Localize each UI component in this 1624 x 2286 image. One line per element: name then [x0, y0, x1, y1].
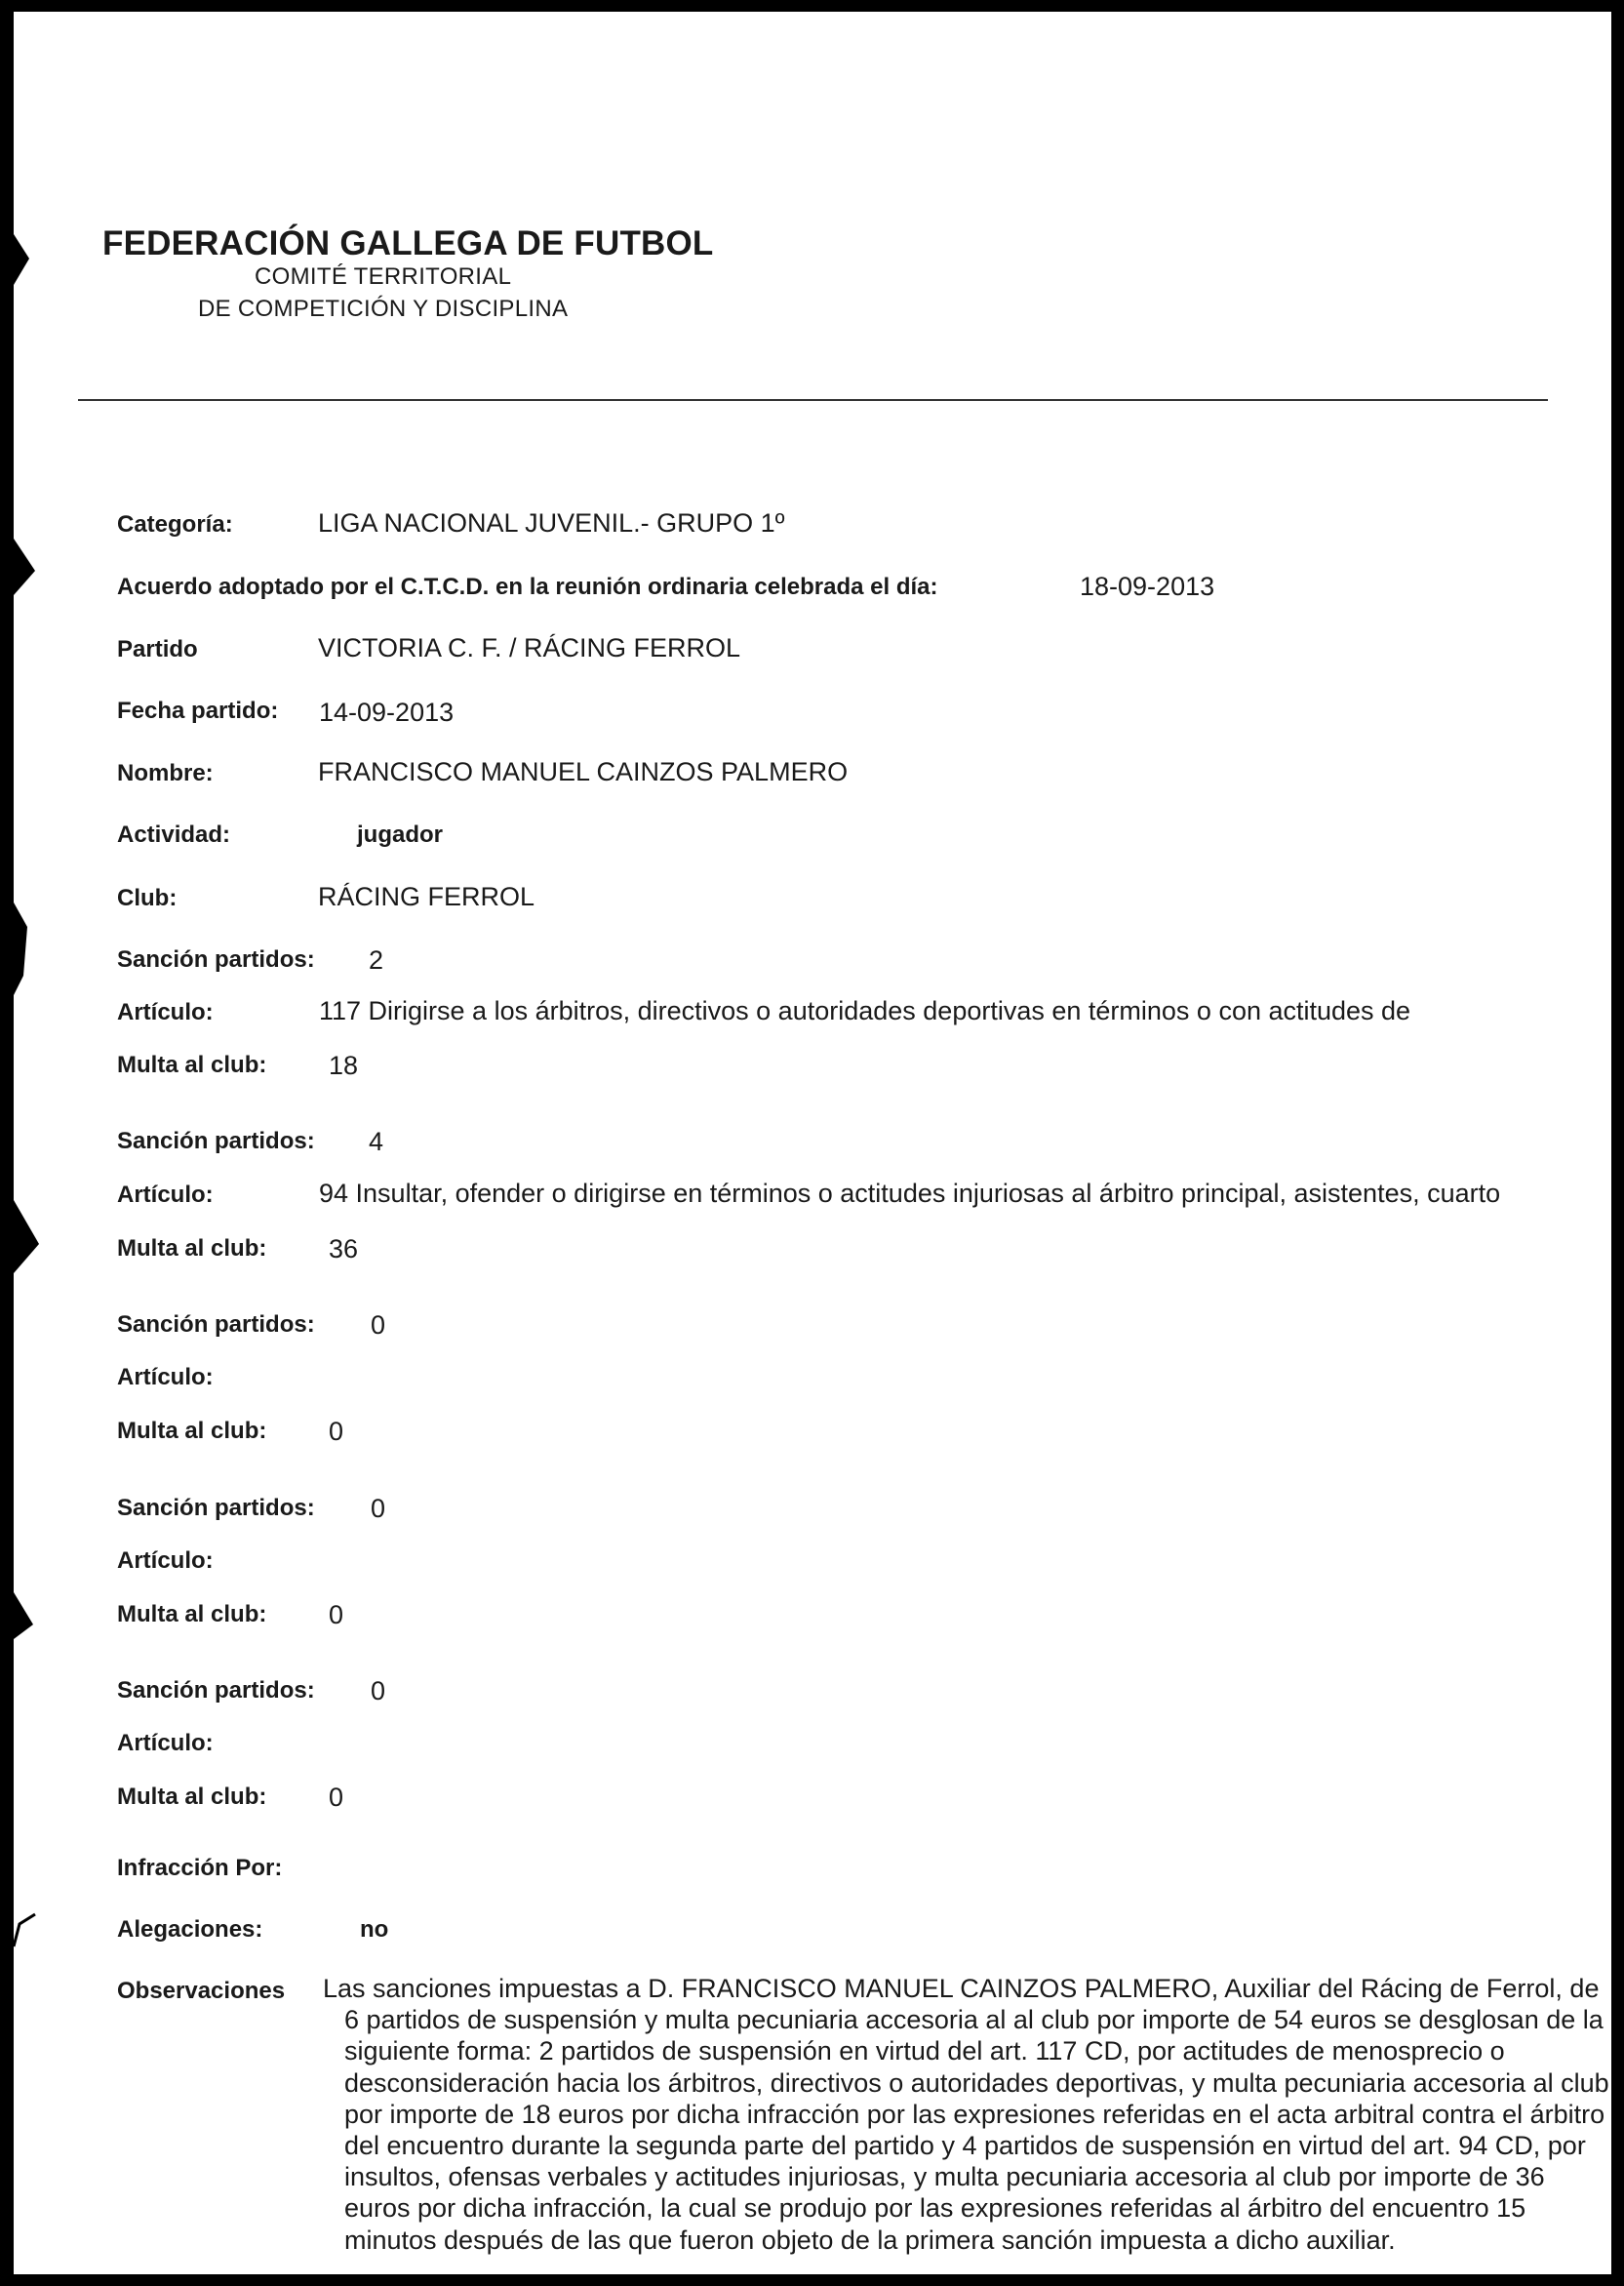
categoria-value: LIGA NACIONAL JUVENIL.- GRUPO 1º — [318, 508, 785, 538]
header-divider — [78, 399, 1548, 401]
sancion-label: Sanción partidos: — [117, 946, 315, 973]
articulo-value: 94 Insultar, ofender o dirigirse en términos o actitudes injuriosas al árbitro principal, asistentes, cuarto — [319, 1179, 1501, 1208]
multa-label: Multa al club: — [117, 1052, 267, 1078]
federation-title: FEDERACIÓN GALLEGA DE FUTBOL — [102, 224, 714, 262]
multa-value: 0 — [329, 1417, 344, 1446]
edge-mark-icon — [0, 224, 29, 293]
multa-label: Multa al club: — [117, 1235, 267, 1262]
nombre-value: FRANCISCO MANUEL CAINZOS PALMERO — [318, 757, 849, 786]
fecha-partido-label: Fecha partido: — [117, 698, 279, 724]
multa-label: Multa al club: — [117, 1784, 267, 1810]
articulo-label: Artículo: — [117, 1547, 214, 1574]
alegaciones-value: no — [360, 1916, 389, 1943]
actividad-label: Actividad: — [117, 822, 231, 848]
actividad-value: jugador — [357, 822, 443, 848]
sancion-label: Sanción partidos: — [117, 1677, 315, 1704]
scan-edge-marks — [0, 0, 39, 2286]
acuerdo-date: 18-09-2013 — [1080, 572, 1215, 601]
multa-label: Multa al club: — [117, 1601, 267, 1627]
partido-label: Partido — [117, 636, 198, 662]
nombre-label: Nombre: — [117, 760, 214, 786]
edge-mark-icon — [0, 527, 35, 605]
sancion-value: 0 — [371, 1676, 386, 1705]
sancion-label: Sanción partidos: — [117, 1311, 315, 1338]
edge-mark-icon — [0, 1585, 33, 1647]
committee-line-1: COMITÉ TERRITORIAL — [255, 263, 512, 290]
multa-value: 36 — [329, 1234, 359, 1263]
articulo-label: Artículo: — [117, 1182, 214, 1208]
alegaciones-label: Alegaciones: — [117, 1916, 263, 1943]
edge-mark-icon — [14, 1914, 35, 1946]
edge-mark-icon — [0, 893, 27, 1005]
multa-value: 18 — [329, 1051, 359, 1080]
sancion-label: Sanción partidos: — [117, 1495, 315, 1521]
observaciones-text: Las sanciones impuestas a D. FRANCISCO MANUEL CAINZOS PALMERO, Auxiliar del Rácing de Ferrol, de 6 partidos de suspensión y multa pecuniaria accesoria al al club por importe de 54 euros se desglosan de la siguiente forma: 2 partidos de suspensión en virtud del art. 117 CD, por actitudes de menosprecio o desconsideración hacia los árbitros, directivos o autoridades deportivas, y multa pecuniaria accesoria al club por importe de 18 euros por dicha infracción por las expresiones referidas en el acta arbitral contra el árbitro del encuentro durante la segunda parte del partido y 4 partidos de suspensión en virtud del art. 94 CD, por insultos, ofensas verbales y actitudes injuriosas, y multa pecuniaria accesoria al club por importe de 36 euros por dicha infracción, la cual se produjo por las expresiones referidas al árbitro del encuentro 15 minutos después de las que fueron objeto de la primera sanción impuesta a dicho auxiliar. — [323, 1974, 1609, 2255]
articulo-label: Artículo: — [117, 1364, 214, 1390]
multa-label: Multa al club: — [117, 1418, 267, 1444]
categoria-label: Categoría: — [117, 511, 233, 538]
sancion-value: 4 — [369, 1127, 384, 1156]
sancion-label: Sanción partidos: — [117, 1128, 315, 1154]
edge-mark-icon — [0, 1190, 39, 1280]
observaciones-label: Observaciones — [117, 1978, 286, 2004]
articulo-label: Artículo: — [117, 1730, 214, 1756]
sancion-value: 2 — [369, 945, 384, 975]
articulo-value: 117 Dirigirse a los árbitros, directivos o autoridades deportivas en términos o con actitudes de — [319, 996, 1411, 1025]
document-page — [14, 12, 1611, 2274]
partido-value: VICTORIA C. F. / RÁCING FERROL — [318, 633, 741, 662]
multa-value: 0 — [329, 1783, 344, 1812]
sancion-value: 0 — [371, 1494, 386, 1523]
club-label: Club: — [117, 885, 178, 911]
club-value: RÁCING FERROL — [318, 882, 535, 911]
committee-line-2: DE COMPETICIÓN Y DISCIPLINA — [198, 296, 569, 322]
infraccion-label: Infracción Por: — [117, 1855, 283, 1881]
multa-value: 0 — [329, 1600, 344, 1629]
sancion-value: 0 — [371, 1310, 386, 1340]
fecha-partido-value: 14-09-2013 — [319, 698, 455, 727]
articulo-label: Artículo: — [117, 999, 214, 1025]
acuerdo-label: Acuerdo adoptado por el C.T.C.D. en la reunión ordinaria celebrada el día: — [117, 574, 938, 600]
